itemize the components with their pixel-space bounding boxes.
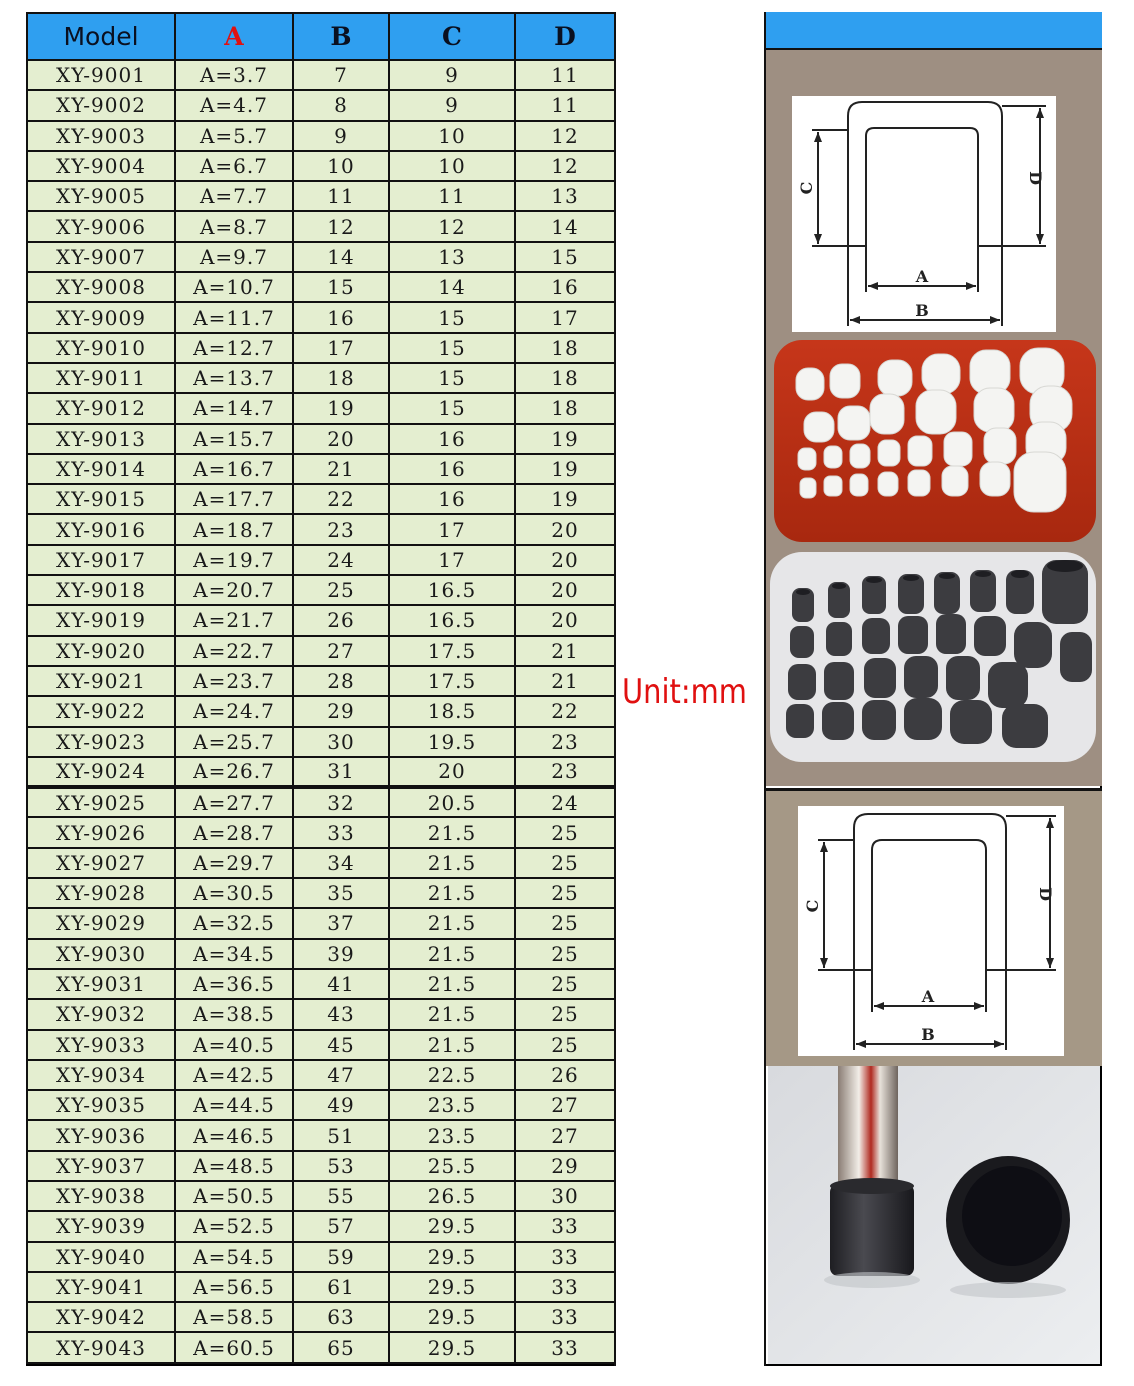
- cell-a: A=5.7: [175, 121, 293, 151]
- dim-label-c: C: [797, 181, 816, 195]
- cell-model: XY-9029: [27, 908, 175, 938]
- cell-d: 25: [515, 1030, 615, 1060]
- cell-b: 10: [293, 151, 389, 181]
- cell-b: 11: [293, 181, 389, 211]
- cell-d: 11: [515, 60, 615, 90]
- cell-a: A=11.7: [175, 302, 293, 332]
- cell-a: A=23.7: [175, 666, 293, 696]
- cell-c: 15: [389, 302, 515, 332]
- table-row: [27, 1181, 615, 1211]
- cell-a: A=13.7: [175, 363, 293, 393]
- cell-d: 25: [515, 878, 615, 908]
- cell-b: 7: [293, 60, 389, 90]
- cell-c: 15: [389, 393, 515, 423]
- cell-c: 17: [389, 545, 515, 575]
- table-row: [27, 666, 615, 696]
- cell-model: XY-9033: [27, 1030, 175, 1060]
- cell-a: A=20.7: [175, 575, 293, 605]
- cell-a: A=25.7: [175, 727, 293, 757]
- cell-c: 16: [389, 424, 515, 454]
- table-row: [27, 1272, 615, 1302]
- cell-c: 16.5: [389, 575, 515, 605]
- table-row: [27, 272, 615, 302]
- cell-d: 21: [515, 636, 615, 666]
- cell-d: 33: [515, 1302, 615, 1332]
- cell-model: XY-9023: [27, 727, 175, 757]
- cell-d: 25: [515, 969, 615, 999]
- cell-d: 33: [515, 1211, 615, 1241]
- dim-label-d-2: D: [1036, 887, 1055, 901]
- cell-d: 18: [515, 363, 615, 393]
- cell-c: 9: [389, 90, 515, 120]
- cell-model: XY-9011: [27, 363, 175, 393]
- cell-b: 45: [293, 1030, 389, 1060]
- cell-c: 11: [389, 181, 515, 211]
- dimension-diagram-bottom: [798, 806, 1064, 1056]
- cell-b: 49: [293, 1090, 389, 1120]
- cell-b: 28: [293, 666, 389, 696]
- cell-d: 13: [515, 181, 615, 211]
- cell-d: 33: [515, 1272, 615, 1302]
- table-row: [27, 605, 615, 635]
- cell-c: 12: [389, 211, 515, 241]
- table-row: [27, 1151, 615, 1181]
- cell-a: A=15.7: [175, 424, 293, 454]
- cell-a: A=46.5: [175, 1120, 293, 1150]
- table-header-row: [27, 13, 615, 60]
- cell-d: 33: [515, 1242, 615, 1272]
- header-b: B: [293, 13, 389, 60]
- cell-d: 25: [515, 939, 615, 969]
- cell-d: 14: [515, 211, 615, 241]
- header-d: D: [515, 13, 615, 60]
- table-row: [27, 817, 615, 847]
- dimension-diagram-top: [792, 96, 1056, 332]
- cell-a: A=32.5: [175, 908, 293, 938]
- dim-label-a-2: A: [921, 987, 935, 1006]
- dim-label-a: A: [915, 267, 929, 286]
- cell-b: 51: [293, 1120, 389, 1150]
- cell-model: XY-9040: [27, 1242, 175, 1272]
- photo-tube-cap: [768, 1066, 1100, 1364]
- table-row: [27, 696, 615, 726]
- cell-d: 20: [515, 605, 615, 635]
- table-row: [27, 908, 615, 938]
- cell-a: A=50.5: [175, 1181, 293, 1211]
- cell-d: 30: [515, 1181, 615, 1211]
- cell-d: 18: [515, 393, 615, 423]
- cell-d: 23: [515, 757, 615, 787]
- cell-a: A=34.5: [175, 939, 293, 969]
- table-row: [27, 757, 615, 787]
- cell-model: XY-9025: [27, 787, 175, 817]
- cell-b: 55: [293, 1181, 389, 1211]
- table-row: [27, 484, 615, 514]
- cell-b: 26: [293, 605, 389, 635]
- cell-b: 35: [293, 878, 389, 908]
- cell-a: A=9.7: [175, 242, 293, 272]
- cell-d: 12: [515, 151, 615, 181]
- cell-d: 19: [515, 424, 615, 454]
- cell-b: 43: [293, 999, 389, 1029]
- cell-a: A=10.7: [175, 272, 293, 302]
- table-row: [27, 302, 615, 332]
- cell-a: A=19.7: [175, 545, 293, 575]
- cell-a: A=12.7: [175, 333, 293, 363]
- cell-c: 22.5: [389, 1060, 515, 1090]
- cell-b: 14: [293, 242, 389, 272]
- cell-c: 21.5: [389, 848, 515, 878]
- cell-c: 20: [389, 757, 515, 787]
- cell-c: 23.5: [389, 1120, 515, 1150]
- cell-d: 27: [515, 1120, 615, 1150]
- cell-model: XY-9035: [27, 1090, 175, 1120]
- cell-c: 21.5: [389, 1030, 515, 1060]
- cell-b: 22: [293, 484, 389, 514]
- cell-b: 29: [293, 696, 389, 726]
- cell-model: XY-9015: [27, 484, 175, 514]
- cell-c: 13: [389, 242, 515, 272]
- cell-c: 9: [389, 60, 515, 90]
- cell-c: 25.5: [389, 1151, 515, 1181]
- cell-b: 8: [293, 90, 389, 120]
- cell-c: 17.5: [389, 666, 515, 696]
- cell-model: XY-9020: [27, 636, 175, 666]
- cell-d: 25: [515, 848, 615, 878]
- cell-b: 25: [293, 575, 389, 605]
- cell-d: 20: [515, 514, 615, 544]
- cell-c: 15: [389, 363, 515, 393]
- cell-a: A=54.5: [175, 1242, 293, 1272]
- cell-c: 29.5: [389, 1211, 515, 1241]
- cell-a: A=24.7: [175, 696, 293, 726]
- table-row: [27, 1242, 615, 1272]
- cell-b: 39: [293, 939, 389, 969]
- table-row: [27, 333, 615, 363]
- cell-model: XY-9001: [27, 60, 175, 90]
- cell-b: 21: [293, 454, 389, 484]
- cell-c: 16: [389, 484, 515, 514]
- cell-a: A=48.5: [175, 1151, 293, 1181]
- table-row: [27, 514, 615, 544]
- cell-b: 27: [293, 636, 389, 666]
- cell-b: 15: [293, 272, 389, 302]
- cell-model: XY-9028: [27, 878, 175, 908]
- table-row: [27, 121, 615, 151]
- cell-c: 10: [389, 151, 515, 181]
- cell-c: 29.5: [389, 1272, 515, 1302]
- table-row: [27, 363, 615, 393]
- cell-d: 22: [515, 696, 615, 726]
- table-row: [27, 1030, 615, 1060]
- cell-a: A=18.7: [175, 514, 293, 544]
- cell-b: 33: [293, 817, 389, 847]
- cell-b: 19: [293, 393, 389, 423]
- cell-d: 24: [515, 787, 615, 817]
- cell-d: 33: [515, 1332, 615, 1362]
- cell-a: A=3.7: [175, 60, 293, 90]
- cell-model: XY-9002: [27, 90, 175, 120]
- table-row: [27, 454, 615, 484]
- cell-model: XY-9036: [27, 1120, 175, 1150]
- cell-c: 21.5: [389, 908, 515, 938]
- table-row: [27, 90, 615, 120]
- cell-b: 63: [293, 1302, 389, 1332]
- cap-dimension-drawing: [792, 96, 1056, 332]
- cell-d: 15: [515, 242, 615, 272]
- cell-d: 23: [515, 727, 615, 757]
- cell-model: XY-9022: [27, 696, 175, 726]
- cell-c: 15: [389, 333, 515, 363]
- cell-b: 41: [293, 969, 389, 999]
- cell-model: XY-9042: [27, 1302, 175, 1332]
- cell-c: 16.5: [389, 605, 515, 635]
- cell-a: A=36.5: [175, 969, 293, 999]
- cell-b: 47: [293, 1060, 389, 1090]
- cap-dimension-drawing-2: [798, 806, 1064, 1056]
- cell-model: XY-9008: [27, 272, 175, 302]
- cell-a: A=30.5: [175, 878, 293, 908]
- cell-c: 26.5: [389, 1181, 515, 1211]
- tube-cap-illustration: [768, 1066, 1100, 1364]
- table-row: [27, 939, 615, 969]
- table-row: [27, 1120, 615, 1150]
- cell-c: 17: [389, 514, 515, 544]
- cell-c: 17.5: [389, 636, 515, 666]
- cell-a: A=16.7: [175, 454, 293, 484]
- table-row: [27, 1332, 615, 1362]
- cell-a: A=28.7: [175, 817, 293, 847]
- cell-d: 29: [515, 1151, 615, 1181]
- cell-model: XY-9006: [27, 211, 175, 241]
- cell-b: 37: [293, 908, 389, 938]
- cell-model: XY-9014: [27, 454, 175, 484]
- table-row: [27, 727, 615, 757]
- cell-d: 27: [515, 1090, 615, 1120]
- cell-b: 34: [293, 848, 389, 878]
- table-row: [27, 999, 615, 1029]
- cell-model: XY-9003: [27, 121, 175, 151]
- cell-c: 21.5: [389, 817, 515, 847]
- white-caps-illustration: [774, 340, 1096, 542]
- cell-b: 20: [293, 424, 389, 454]
- cell-b: 30: [293, 727, 389, 757]
- cell-c: 21.5: [389, 939, 515, 969]
- cell-b: 24: [293, 545, 389, 575]
- cell-d: 18: [515, 333, 615, 363]
- cell-c: 29.5: [389, 1242, 515, 1272]
- cell-a: A=38.5: [175, 999, 293, 1029]
- cell-model: XY-9037: [27, 1151, 175, 1181]
- header-model: Model: [27, 13, 175, 60]
- cell-model: XY-9030: [27, 939, 175, 969]
- cell-c: 21.5: [389, 878, 515, 908]
- cell-d: 26: [515, 1060, 615, 1090]
- cell-d: 25: [515, 817, 615, 847]
- cell-a: A=44.5: [175, 1090, 293, 1120]
- table-row: [27, 636, 615, 666]
- cell-a: A=14.7: [175, 393, 293, 423]
- cell-c: 16: [389, 454, 515, 484]
- dim-label-d: D: [1026, 171, 1045, 185]
- cell-d: 21: [515, 666, 615, 696]
- cell-a: A=4.7: [175, 90, 293, 120]
- unit-label: Unit:mm: [622, 672, 747, 712]
- cell-model: XY-9019: [27, 605, 175, 635]
- cell-model: XY-9041: [27, 1272, 175, 1302]
- cell-a: A=27.7: [175, 787, 293, 817]
- cell-b: 61: [293, 1272, 389, 1302]
- cell-a: A=40.5: [175, 1030, 293, 1060]
- cell-model: XY-9039: [27, 1211, 175, 1241]
- cell-model: XY-9016: [27, 514, 175, 544]
- cell-a: A=7.7: [175, 181, 293, 211]
- cell-b: 16: [293, 302, 389, 332]
- cell-b: 17: [293, 333, 389, 363]
- cell-model: XY-9005: [27, 181, 175, 211]
- cell-c: 23.5: [389, 1090, 515, 1120]
- cell-a: A=42.5: [175, 1060, 293, 1090]
- cell-model: XY-9009: [27, 302, 175, 332]
- table-row: [27, 1090, 615, 1120]
- table-row: [27, 1302, 615, 1332]
- cell-a: A=56.5: [175, 1272, 293, 1302]
- cell-d: 20: [515, 545, 615, 575]
- table-row: [27, 787, 615, 817]
- cell-c: 21.5: [389, 999, 515, 1029]
- cell-model: XY-9038: [27, 1181, 175, 1211]
- table-row: [27, 211, 615, 241]
- cell-model: XY-9021: [27, 666, 175, 696]
- cell-a: A=17.7: [175, 484, 293, 514]
- cell-a: A=29.7: [175, 848, 293, 878]
- cell-b: 57: [293, 1211, 389, 1241]
- table-row: [27, 393, 615, 423]
- cell-c: 10: [389, 121, 515, 151]
- table-row: [27, 848, 615, 878]
- table-row: [27, 181, 615, 211]
- table-row: [27, 545, 615, 575]
- header-c: C: [389, 13, 515, 60]
- dim-label-b-2: B: [921, 1025, 935, 1044]
- cell-a: A=60.5: [175, 1332, 293, 1362]
- cell-b: 18: [293, 363, 389, 393]
- cell-b: 9: [293, 121, 389, 151]
- cell-c: 29.5: [389, 1332, 515, 1362]
- table-row: [27, 969, 615, 999]
- cell-d: 19: [515, 454, 615, 484]
- cell-d: 17: [515, 302, 615, 332]
- cell-model: XY-9026: [27, 817, 175, 847]
- cell-d: 11: [515, 90, 615, 120]
- cell-a: A=58.5: [175, 1302, 293, 1332]
- cell-c: 19.5: [389, 727, 515, 757]
- table-row: [27, 1211, 615, 1241]
- cell-a: A=26.7: [175, 757, 293, 787]
- cell-model: XY-9031: [27, 969, 175, 999]
- cell-model: XY-9013: [27, 424, 175, 454]
- cell-c: 20.5: [389, 787, 515, 817]
- right-panel-header: [766, 12, 1102, 50]
- header-a: A: [175, 13, 293, 60]
- cell-d: 25: [515, 999, 615, 1029]
- dim-label-b: B: [915, 301, 929, 320]
- cell-b: 65: [293, 1332, 389, 1362]
- cell-d: 25: [515, 908, 615, 938]
- photo-black-caps: [770, 552, 1096, 762]
- cell-model: XY-9004: [27, 151, 175, 181]
- cell-a: A=8.7: [175, 211, 293, 241]
- cell-model: XY-9027: [27, 848, 175, 878]
- cell-a: A=52.5: [175, 1211, 293, 1241]
- cell-c: 18.5: [389, 696, 515, 726]
- cell-b: 59: [293, 1242, 389, 1272]
- cell-d: 12: [515, 121, 615, 151]
- cell-model: XY-9032: [27, 999, 175, 1029]
- table-row: [27, 60, 615, 90]
- cell-c: 29.5: [389, 1302, 515, 1332]
- cell-model: XY-9018: [27, 575, 175, 605]
- photo-white-caps: [774, 340, 1096, 542]
- cell-model: XY-9017: [27, 545, 175, 575]
- cell-model: XY-9043: [27, 1332, 175, 1362]
- cell-c: 21.5: [389, 969, 515, 999]
- table-row: [27, 151, 615, 181]
- cell-model: XY-9010: [27, 333, 175, 363]
- cell-b: 12: [293, 211, 389, 241]
- cell-model: XY-9012: [27, 393, 175, 423]
- cell-d: 16: [515, 272, 615, 302]
- cell-d: 19: [515, 484, 615, 514]
- black-caps-illustration: [770, 552, 1096, 762]
- table-row: [27, 575, 615, 605]
- table-row: [27, 1060, 615, 1090]
- table-row: [27, 424, 615, 454]
- cell-b: 23: [293, 514, 389, 544]
- table-row: [27, 878, 615, 908]
- cell-b: 32: [293, 787, 389, 817]
- cell-d: 20: [515, 575, 615, 605]
- spec-table: [26, 12, 616, 1364]
- dim-label-c-2: C: [803, 899, 822, 913]
- cell-b: 31: [293, 757, 389, 787]
- cell-a: A=22.7: [175, 636, 293, 666]
- cell-model: XY-9007: [27, 242, 175, 272]
- cell-model: XY-9034: [27, 1060, 175, 1090]
- cell-model: XY-9024: [27, 757, 175, 787]
- cell-a: A=6.7: [175, 151, 293, 181]
- cell-a: A=21.7: [175, 605, 293, 635]
- table-body: [27, 60, 615, 1363]
- cell-b: 53: [293, 1151, 389, 1181]
- table-row: [27, 242, 615, 272]
- cell-c: 14: [389, 272, 515, 302]
